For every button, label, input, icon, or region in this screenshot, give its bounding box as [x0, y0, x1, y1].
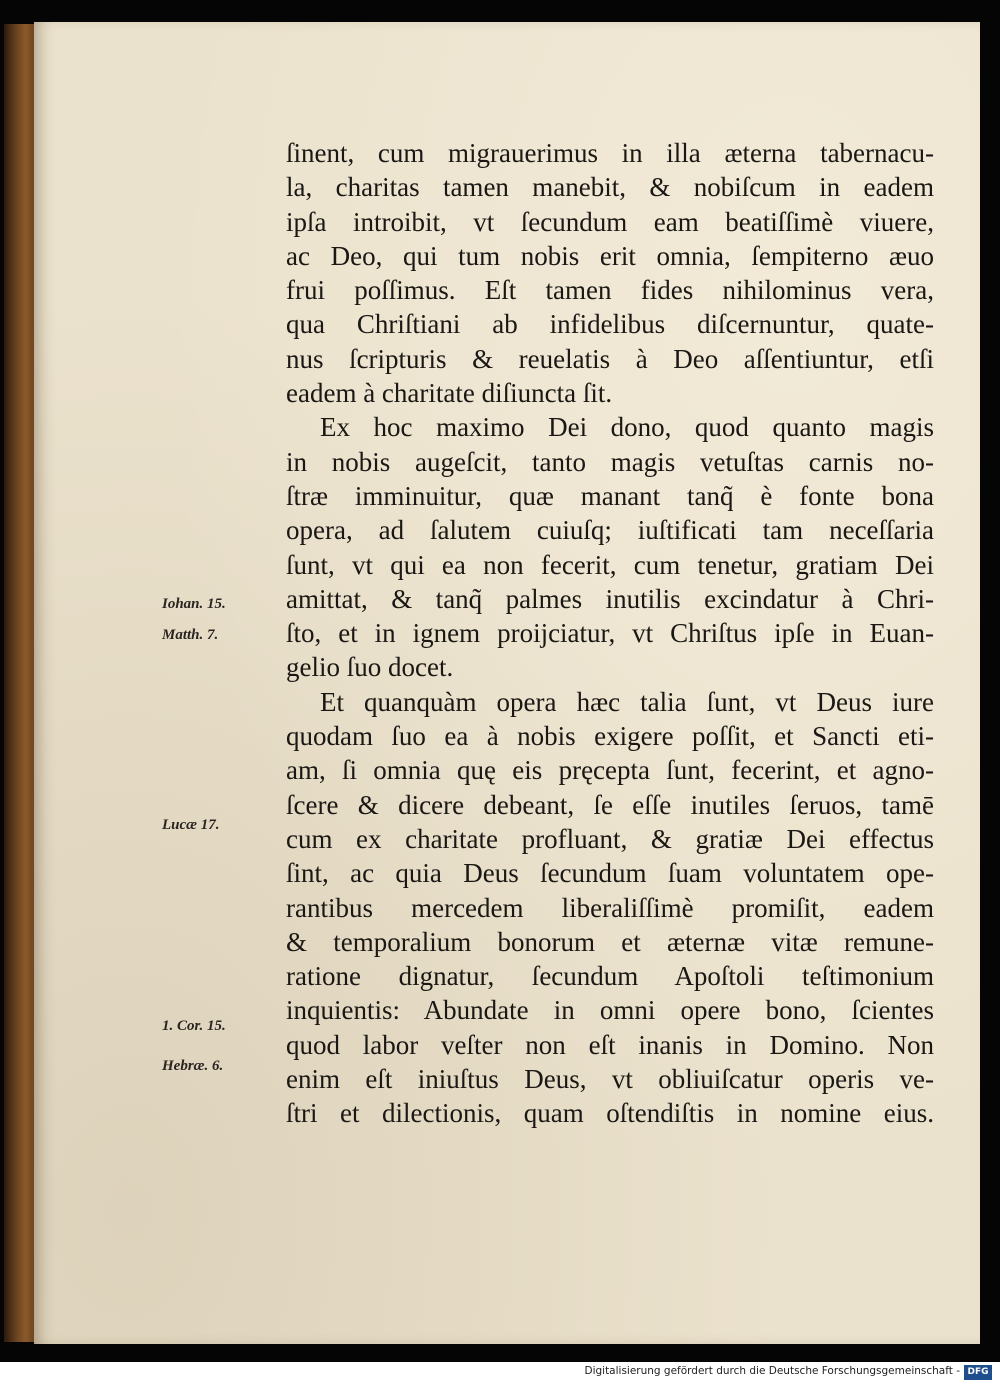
- text-line: ipſa introibit, vt ſecundum eam beatiſſimè viuere,: [286, 206, 934, 237]
- dfg-logo[interactable]: DFG: [964, 1365, 992, 1380]
- text-line: nus ſcripturis & reuelatis à Deo aſſentiuntur, etſi: [286, 343, 934, 374]
- text-line: in nobis augeſcit, tanto magis vetuſtas carnis no-: [286, 446, 934, 477]
- text-line: Et quanquàm opera hæc talia ſunt, vt Deus iure: [320, 686, 934, 717]
- margin-note-luke: Lucæ 17.: [162, 817, 220, 833]
- text-line: gelio ſuo docet.: [286, 652, 454, 683]
- text-line: ſtri et dilectionis, quam oſtendiſtis in nomine eius.: [286, 1098, 934, 1129]
- text-line: ſcere & dicere debeant, ſe eſſe inutiles ſeruos, tamē: [286, 789, 934, 820]
- margin-note-matthew: Matth. 7.: [162, 627, 219, 643]
- footer-bar: [0, 1362, 1000, 1383]
- text-line: ſtræ imminuitur, quæ manant tanq̃ è fonte bona: [286, 480, 934, 511]
- text-line: opera, ad ſalutem cuiuſq; iuſtificati tam neceſſaria: [286, 515, 934, 546]
- text-line: eadem à charitate diſiuncta ſit.: [286, 378, 613, 409]
- text-line: ſinent, cum migrauerimus in illa æterna tabernacu-: [286, 138, 934, 168]
- text-line: amittat, & tanq̃ palmes inutilis excindatur à Chri-: [286, 583, 934, 614]
- text-line: ſint, ac quia Deus ſecundum ſuam voluntatem ope-: [286, 858, 934, 889]
- footer-credit: Digitalisierung gefördert durch die Deutsche Forschungsgemeinschaft -: [584, 1365, 960, 1377]
- text-line: enim eſt iniuſtus Deus, vt obliuiſcatur operis ve-: [286, 1064, 934, 1095]
- text-line: ratione dignatur, ſecundum Apoſtoli teſtimonium: [286, 961, 934, 992]
- text-line: quod labor veſter non eſt inanis in Domino. Non: [286, 1029, 934, 1060]
- text-line: Ex hoc maximo Dei dono, quod quanto magis: [320, 412, 934, 443]
- text-line: quodam ſuo ea à nobis exigere poſſit, et Sancti eti-: [286, 721, 934, 752]
- margin-note-hebrews: Hebræ. 6.: [162, 1058, 224, 1074]
- text-line: qua Chriſtiani ab infidelibus diſcernuntur, quate-: [286, 309, 934, 340]
- text-line: rantibus mercedem liberaliſſimè promiſit, eadem: [286, 892, 934, 923]
- text-line: frui poſſimus. Eſt tamen fides nihilominus vera,: [286, 275, 934, 306]
- margin-note-john: Iohan. 15.: [162, 596, 226, 612]
- text-line: & temporalium bonorum et æternæ vitæ remune-: [286, 926, 934, 957]
- text-line: ſto, et in ignem proijciatur, vt Chriſtus ipſe in Euan-: [286, 618, 934, 649]
- text-line: ac Deo, qui tum nobis erit omnia, ſempiterno æuo: [286, 240, 934, 271]
- body-text: [286, 136, 934, 1131]
- text-line: la, charitas tamen manebit, & nobiſcum in eadem: [286, 172, 934, 203]
- text-line: cum ex charitate profluant, & gratiæ Dei effectus: [286, 823, 934, 854]
- text-line: am, ſi omnia quę eis pręcepta ſunt, fecerint, et agno-: [286, 755, 934, 786]
- text-line: inquientis: Abundate in omni opere bono, ſcientes: [286, 995, 934, 1026]
- margin-note-corinthians: 1. Cor. 15.: [162, 1018, 226, 1034]
- text-line: ſunt, vt qui ea non fecerit, cum tenetur, gratiam Dei: [286, 549, 934, 580]
